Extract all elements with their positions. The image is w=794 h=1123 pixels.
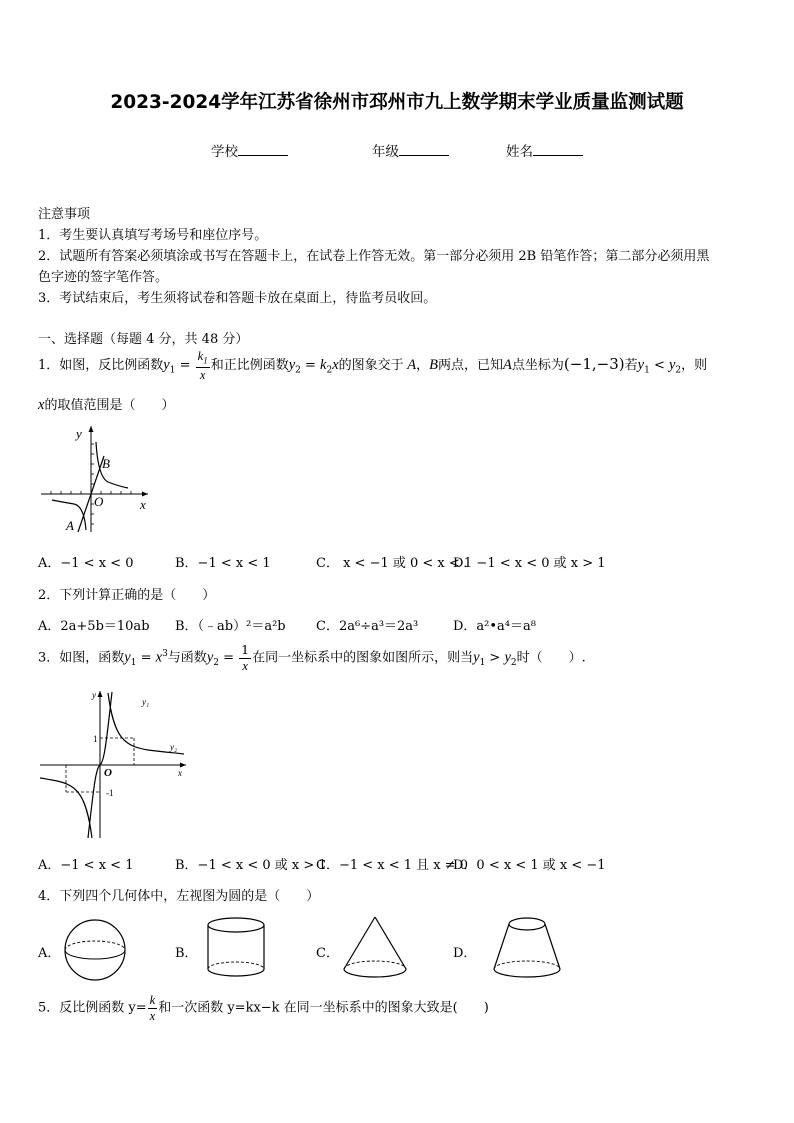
svg-text:B: B [102,456,110,471]
cone-shape [340,914,410,982]
notice-item: 2．试题所有答案必须填涂或书写在答题卡上，在试卷上作答无效。第一部分必须用 2B 铅笔作答；第二部分必须用黑 [38,249,710,264]
name-label: 姓名 [506,144,533,160]
q3-figure [38,688,190,840]
q1-option-b[interactable]: B．−1 < x < 1 [175,556,271,571]
school-blank[interactable] [238,143,288,156]
q2-option-a[interactable]: A．2a+5b＝10ab [38,619,150,634]
svg-text:y: y [92,690,96,700]
q3-option-b[interactable]: B．−1 < x < 0 或 x > 1 [175,858,327,873]
notice-item: 3．考试结束后，考生须将试卷和答题卡放在桌面上，待监考员收回。 [38,291,437,306]
q4-option-c[interactable]: C． [316,946,339,961]
svg-text:1: 1 [93,734,98,744]
svg-text:A: A [66,518,74,533]
svg-text:O: O [104,767,112,779]
school-field[interactable] [211,140,288,160]
point-a-coord: (−1,−3) [563,355,625,373]
frustum-shape [490,914,564,982]
question-1-line2: x的取值范围是（ ） [38,397,175,413]
question-5-stem: 5．反比例函数 y= $\frac{k}{x}$ 和一次函数 y=kx−k 在同一坐标系中的图象大致是( ) [38,993,489,1023]
q3-option-c[interactable]: C．−1 < x < 1 且 x ≠ 0 [316,858,469,873]
q4-option-b[interactable]: B． [175,946,198,961]
q1-option-d[interactable]: D．−1 < x < 0 或 x > 1 [453,556,606,571]
q3-option-a[interactable]: A．−1 < x < 1 [38,858,134,873]
grade-field[interactable] [372,140,449,160]
q2-option-d[interactable]: D．a²•a⁴＝a⁸ [453,619,536,634]
page-title: 2023-2024学年江苏省徐州市邳州市九上数学期末学业质量监测试题 [110,92,684,113]
name-blank[interactable] [533,143,583,156]
school-label: 学校 [211,144,238,160]
svg-text:x: x [178,768,182,778]
name-field[interactable] [506,140,583,160]
q2-option-c[interactable]: C．2a⁶÷a³＝2a³ [316,619,419,634]
svg-text:-1: -1 [106,788,114,798]
svg-text:y₁: y₁ [142,697,150,707]
q2-option-b[interactable]: B．（﹣ab）²＝a²b [175,619,286,634]
grade-blank[interactable] [399,143,449,156]
q1-option-a[interactable]: A．−1 < x < 0 [38,556,134,571]
q4-option-d[interactable]: D． [453,946,477,961]
notice-heading: 注意事项 [38,207,91,222]
svg-text:x: x [140,497,146,512]
q1-figure [38,422,156,534]
question-2-stem: 2．下列计算正确的是（ ） [38,588,216,603]
sphere-shape [62,917,128,983]
notice-item: 1．考生要认真填写考场号和座位序号。 [38,228,268,243]
cylinder-shape [204,915,268,979]
question-3-stem: 3．如图，函数$y_1 = x^3$与函数$y_2$ = $\frac{1}{x}$ 在同一坐标系中的图象如图所示，则当$y_1 > y_2$时（ ）. [38,642,586,673]
svg-text:y₂: y₂ [170,742,178,752]
question-1-stem: 1．如图，反比例函数$y_1$ = $\frac{k_1}{x}$ 和正比例函数$y_2 = k_2x$的图象交于 A，B两点，已知A点坐标为(−1,−3)若$y_1 < y_2$，则 [38,349,708,382]
section-heading: 一、选择题（每题 4 分，共 48 分） [38,332,249,347]
q4-option-a[interactable]: A． [38,946,61,961]
grade-label: 年级 [372,144,399,160]
svg-text:y: y [76,426,82,441]
svg-text:O: O [94,494,104,509]
q3-option-d[interactable]: D．0 < x < 1 或 x < −1 [453,858,606,873]
question-4-stem: 4．下列四个几何体中，左视图为圆的是（ ） [38,889,320,904]
q1-option-c[interactable]: C． x < −1 或 0 < x < 1 [316,556,473,571]
notice-item: 色字迹的签字笔作答。 [38,270,169,285]
